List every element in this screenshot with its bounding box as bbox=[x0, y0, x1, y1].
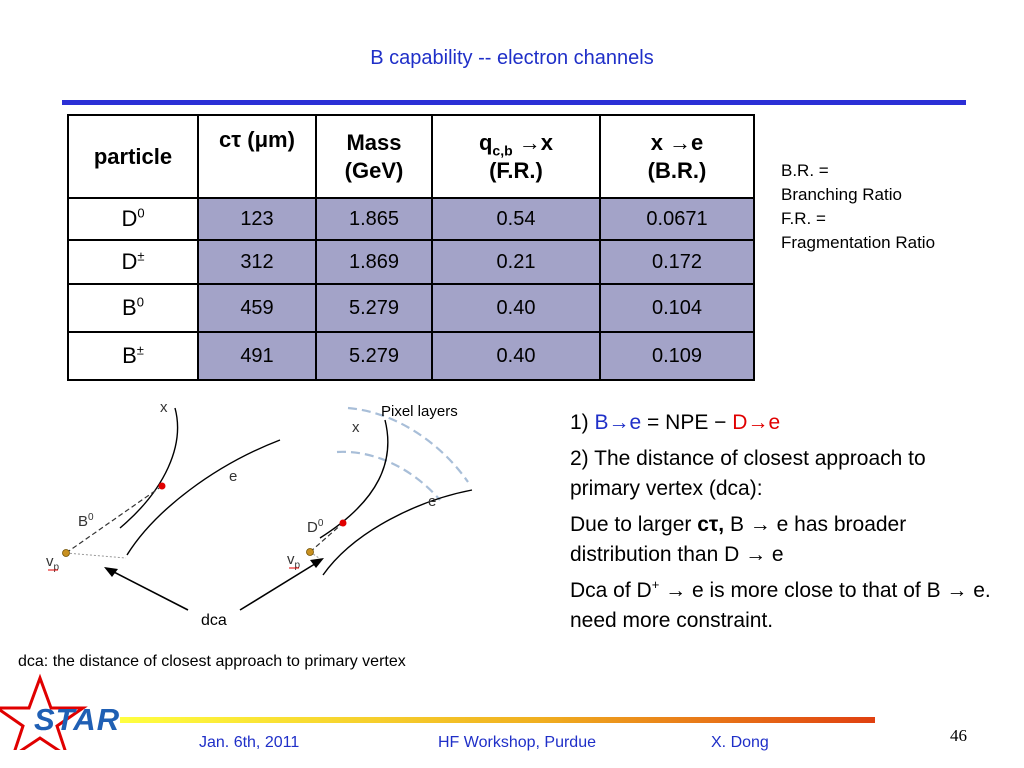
x-track-right bbox=[320, 420, 388, 538]
explanation-text bbox=[570, 408, 1000, 642]
primary-vertex-left bbox=[63, 550, 70, 557]
particle-table bbox=[67, 114, 755, 381]
dca-line-left bbox=[66, 553, 126, 558]
cell-ctau: 491 bbox=[198, 332, 316, 380]
table-row bbox=[68, 332, 754, 380]
label-vp-left: $v_p$ bbox=[46, 553, 60, 573]
point-4: Dca of D+ → e is more close to that of B → e. need more constraint. bbox=[570, 577, 991, 632]
cell-br: 0.172 bbox=[600, 240, 754, 284]
cell-ctau: 123 bbox=[198, 198, 316, 240]
cell-ctau: 459 bbox=[198, 284, 316, 332]
dca-arrow-right bbox=[240, 562, 318, 610]
label-x-right: x bbox=[352, 419, 360, 436]
cell-fr: 0.21 bbox=[432, 240, 600, 284]
table-row bbox=[68, 284, 754, 332]
label-pixel-layers: Pixel layers bbox=[381, 403, 458, 420]
table-row bbox=[68, 198, 754, 240]
primary-vertex-right bbox=[307, 549, 314, 556]
cell-br: 0.0671 bbox=[600, 198, 754, 240]
e-track-right bbox=[323, 490, 472, 575]
label-e-left: e bbox=[229, 468, 238, 485]
cell-fr: 0.40 bbox=[432, 284, 600, 332]
cell-mass: 1.869 bbox=[316, 240, 432, 284]
cell-br: 0.104 bbox=[600, 284, 754, 332]
header-fragmentation: $q_{c,b} \to x$ (F.R.) bbox=[432, 115, 600, 198]
footer-date: Jan. 6th, 2011 bbox=[199, 734, 300, 751]
dca-arrowhead-left bbox=[104, 567, 118, 577]
label-x-left: x bbox=[160, 399, 168, 416]
decay-vertex-left bbox=[159, 483, 166, 490]
cell-mass: 5.279 bbox=[316, 332, 432, 380]
cell-particle: D± bbox=[68, 240, 198, 284]
label-d-right: $D^0$ bbox=[307, 518, 324, 536]
cell-mass: 1.865 bbox=[316, 198, 432, 240]
cell-particle: $D^0$ bbox=[68, 198, 198, 240]
pixel-layer-inner bbox=[337, 452, 440, 500]
dca-diagram bbox=[0, 390, 560, 650]
cell-fr: 0.54 bbox=[432, 198, 600, 240]
dca-caption: dca: the distance of closest approach to primary vertex bbox=[18, 653, 406, 670]
cell-fr: 0.40 bbox=[432, 332, 600, 380]
decay-vertex-right bbox=[340, 520, 347, 527]
label-e-right: e bbox=[428, 493, 437, 510]
header-particle: particle bbox=[68, 115, 198, 198]
abbreviation-note: B.R. = Branching Ratio F.R. = Fragmentation Ratio bbox=[781, 161, 936, 252]
table-header-row bbox=[68, 115, 754, 198]
cell-particle: $B^0$ bbox=[68, 284, 198, 332]
dca-arrow-left bbox=[110, 570, 188, 610]
label-b-left: $B^0$ bbox=[78, 512, 94, 530]
cell-ctau: 312 bbox=[198, 240, 316, 284]
label-dca: dca bbox=[201, 612, 227, 629]
table-row bbox=[68, 240, 754, 284]
cell-particle: B± bbox=[68, 332, 198, 380]
footer-author: X. Dong bbox=[711, 734, 769, 751]
header-ctau: cτ (μm) bbox=[198, 115, 316, 198]
star-logo-text: STAR bbox=[34, 702, 121, 737]
title-divider bbox=[62, 100, 966, 105]
cell-br: 0.109 bbox=[600, 332, 754, 380]
header-mass: Mass (GeV) bbox=[316, 115, 432, 198]
label-vp-right: $v_p$ bbox=[287, 551, 301, 571]
footer-event: HF Workshop, Purdue bbox=[438, 734, 596, 751]
point-3: Due to larger cτ, B → e has broader distribution than D → e bbox=[570, 513, 907, 566]
page-number: 46 bbox=[950, 726, 967, 745]
point-2: 2) The distance of closest approach to primary vertex (dca): bbox=[570, 447, 926, 500]
slide-title: B capability -- electron channels bbox=[370, 47, 654, 69]
footer-bar bbox=[120, 717, 875, 723]
point-1: 1) B→e = NPE − D→e bbox=[570, 411, 781, 434]
header-branching: x →e (B.R.) bbox=[600, 115, 754, 198]
cell-mass: 5.279 bbox=[316, 284, 432, 332]
